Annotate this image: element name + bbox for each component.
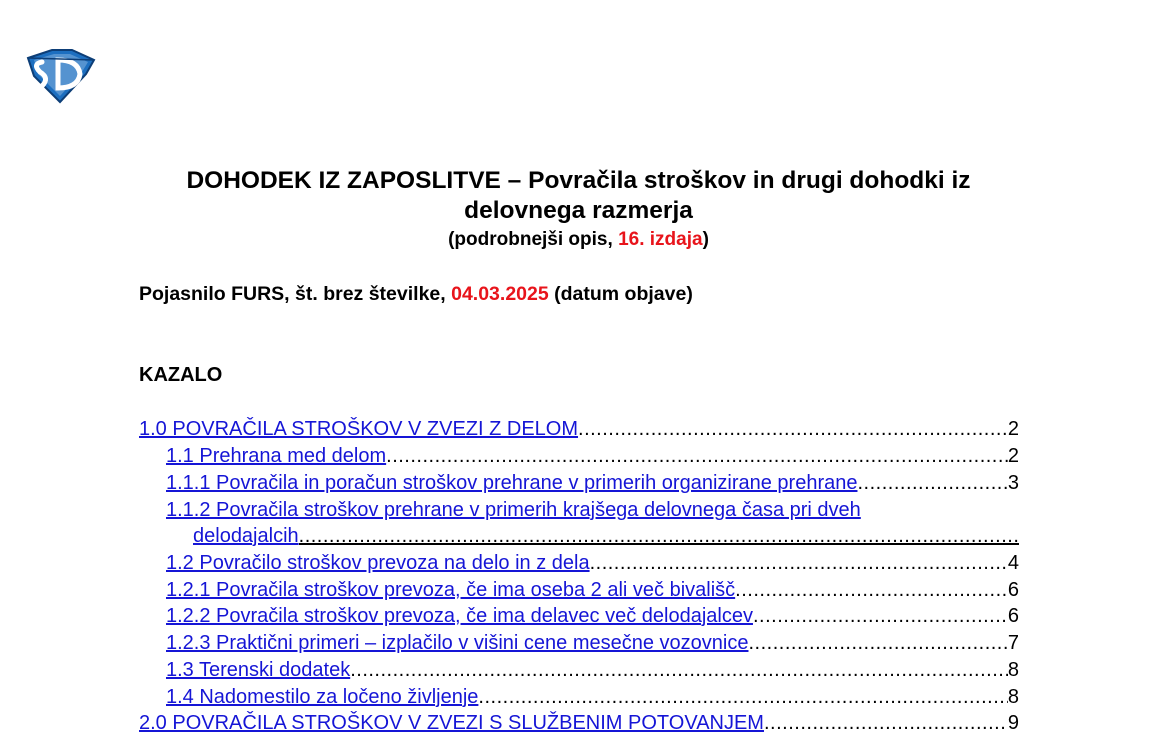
toc-entry-1-0[interactable]: [139, 416, 1019, 442]
toc-page-number: 8: [1007, 659, 1019, 681]
publication-date: 04.03.2025: [451, 283, 549, 305]
edition-suffix: ): [702, 229, 709, 250]
toc-entry-text[interactable]: 2.0 POVRAČILA STROŠKOV V ZVEZI S SLUŽBENIM POTOVANJEM: [139, 712, 764, 734]
toc-page-number: 2: [1007, 418, 1019, 440]
toc-entry-1-1-2-continued[interactable]: [193, 523, 1019, 549]
toc-leader: [578, 416, 1008, 442]
toc-entry-text[interactable]: 1.0 POVRAČILA STROŠKOV V ZVEZI Z DELOM: [139, 418, 579, 440]
toc-entry-text[interactable]: 1.2.2 Povračila stroškov prevoza, če ima delavec več delodajalcev: [166, 605, 753, 627]
explanation-line: [139, 282, 693, 306]
edition-number: 16. izdaja: [618, 229, 703, 250]
toc-entry-text[interactable]: 1.2.3 Praktični primeri – izplačilo v višini cene mesečne vozovnice: [166, 632, 749, 654]
toc-leader: [735, 577, 1008, 603]
toc-page-number: 9: [1007, 712, 1019, 734]
toc-leader: [478, 684, 1007, 710]
toc-page-number: 2: [1007, 445, 1019, 467]
edition-prefix: (podrobnejši opis,: [448, 229, 619, 250]
logo-icon: [22, 48, 96, 104]
toc-entry-text[interactable]: 1.3 Terenski dodatek: [166, 659, 351, 681]
title-line-1: DOHODEK IZ ZAPOSLITVE – Povračila stroškov in drugi dohodki iz: [186, 167, 971, 194]
toc-entry-text[interactable]: 1.1.2 Povračila stroškov prehrane v primerih krajšega delovnega časa pri dveh: [166, 499, 861, 521]
toc-page-number: 6: [1007, 579, 1019, 601]
toc-leader: [764, 710, 1008, 736]
toc-entry-1-2-1[interactable]: [166, 577, 1019, 603]
toc-leader: [590, 550, 1008, 576]
edition-note: [0, 228, 1157, 252]
toc-page-number: 8: [1007, 686, 1019, 708]
toc-entry-1-1-2[interactable]: [166, 497, 1019, 523]
explanation-prefix: Pojasnilo FURS, št. brez številke,: [139, 283, 452, 305]
toc-entry-1-4[interactable]: [166, 684, 1019, 710]
toc-entry-text[interactable]: 1.1.1 Povračila in poračun stroškov prehrane v primerih organizirane prehrane: [166, 472, 858, 494]
toc-entry-1-2-2[interactable]: [166, 603, 1019, 629]
toc-leader: [857, 470, 1007, 496]
toc-entry-1-2[interactable]: [166, 550, 1019, 576]
toc-page-number: 4: [1007, 552, 1019, 574]
toc-entry-1-3[interactable]: [166, 657, 1019, 683]
toc-page-number: 7: [1007, 632, 1019, 654]
toc-page-number: 6: [1007, 605, 1019, 627]
toc-entry-text[interactable]: 1.1 Prehrana med delom: [166, 445, 387, 467]
toc-leader: [299, 523, 1019, 549]
explanation-suffix: (datum objave): [548, 283, 693, 305]
toc-leader: [386, 443, 1008, 469]
toc-entry-text[interactable]: 1.2 Povračilo stroškov prevoza na delo in z dela: [166, 552, 590, 574]
toc-entry-text[interactable]: 1.2.1 Povračila stroškov prevoza, če ima oseba 2 ali več bivališč: [166, 579, 736, 601]
toc-entry-2-0[interactable]: [139, 710, 1019, 736]
toc-entry-text[interactable]: 1.4 Nadomestilo za ločeno življenje: [166, 686, 479, 708]
toc-entry-1-1[interactable]: [166, 443, 1019, 469]
toc-leader: [753, 603, 1008, 629]
toc-entry-1-2-3[interactable]: [166, 630, 1019, 656]
toc-leader: [350, 657, 1008, 683]
toc-page-number: 3: [1007, 472, 1019, 494]
title-line-2: delovnega razmerja: [464, 197, 693, 224]
toc-heading: KAZALO: [139, 364, 223, 386]
document-title: [0, 166, 1157, 226]
toc-leader: [748, 630, 1007, 656]
toc-entry-text-continued[interactable]: delodajalcih: [193, 525, 299, 547]
toc-entry-1-1-1[interactable]: [166, 470, 1019, 496]
